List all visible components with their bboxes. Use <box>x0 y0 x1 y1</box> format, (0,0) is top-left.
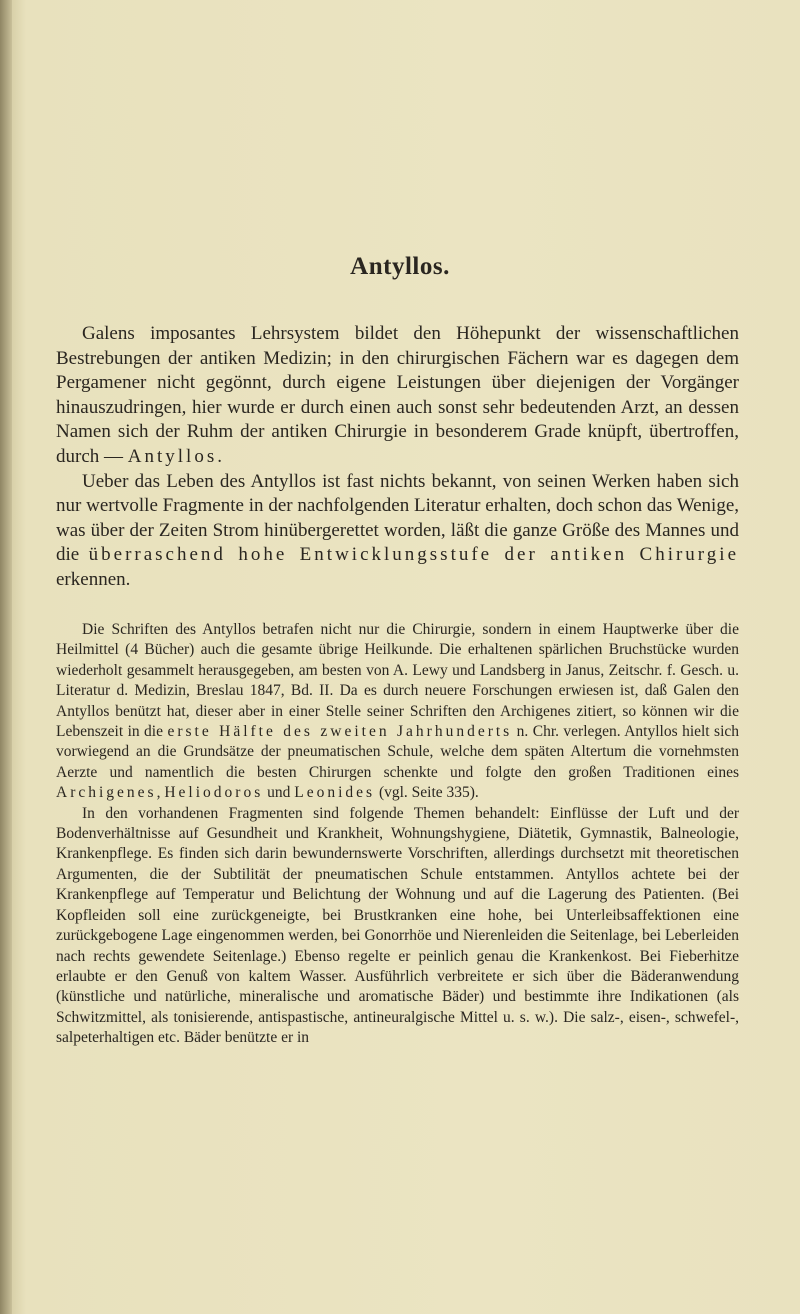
note-1-emphasis-b: Archigenes <box>56 784 157 802</box>
note-1-emphasis-a: erste Hälfte des zweiten Jahrhunderts <box>167 723 513 741</box>
note-1-text-d: und <box>263 784 295 802</box>
paragraph-2-text: Ueber das Leben des Antyllos ist fast nichts bekannt, von seinen Werken haben sich nur wertvolle Fragmente in der nachfolgenden Literatur erhalten, doch schon das Wenige, was über der Zeiten Strom hinübergerettet worden, läßt die ganze Größe des Mannes und die <box>56 470 739 566</box>
paragraph-1-text: Galens imposantes Lehrsystem bildet den Höhepunkt der wissenschaftlichen Bestrebungen der antiken Medizin; in den chirurgischen Fächern war es dagegen dem Pergamener nicht gegönnt, durch eigene Leistungen über diejenigen der Vorgänger hinauszudringen, hier wurde er durch einen auch sonst sehr bedeutenden Arzt, an dessen Namen sich der Ruhm der antiken Chirurgie in besonderem Grade knüpft, übertroffen, durch — <box>56 323 739 467</box>
paragraph-2-emphasis: überraschend hohe Entwicklungsstufe der antiken Chirurgie <box>88 544 740 566</box>
note-1-emphasis-c: Heliodoros <box>164 784 264 802</box>
book-spine-shadow <box>0 0 12 1314</box>
main-body-text <box>56 322 739 593</box>
note-1-emphasis-d: Leonides <box>294 784 376 802</box>
note-paragraph-1 <box>56 620 739 804</box>
note-1-text-b: n. Chr. verlegen. Antyllos hielt sich vorwiegend an die Grundsätze der pneumatischen Schule, welche dem späten Altertum die vornehmsten Aerzte und namentlich die besten Chirurgen schenkte und folgte den großen Traditionen eines <box>56 723 740 781</box>
paragraph-1-emphasis: Antyllos. <box>127 445 225 467</box>
note-1-text-a: Die Schriften des Antyllos betrafen nicht nur die Chirurgie, sondern in einem Hauptwerke über die Heilmittel (4 Bücher) auch die gesamte übrige Heilkunde. Die erhaltenen spärlichen Bruchstücke wurden wiederholt gesammelt herausgegeben, am besten von A. Lewy und Landsberg in Janus, Zeitschr. f. Gesch. u. Literatur d. Medizin, Breslau 1847, Bd. II. Da es durch neuere Forschungen erwiesen ist, daß Galen den Antyllos benützt hat, dieser aber in einer Stelle seiner Schriften den Archigenes zitiert, so können wir die Lebenszeit in die <box>56 621 739 741</box>
paragraph-1 <box>56 322 739 470</box>
small-print-notes <box>56 620 739 1049</box>
note-paragraph-2: In den vorhandenen Fragmenten sind folgende Themen behandelt: Einflüsse der Luft und der Bodenverhältnisse auf Gesundheit und Krankheit, Wohnungshygiene, Diätetik, Gymnastik, Balneologie, Krankenpflege. Es finden sich darin bewundernswerte Vorschriften, allerdings durchsetzt mit theoretischen Argumenten, die der Subtilität der pneumatischen Schule entstammen. Antyllos achtete bei der Krankenpflege auf Temperatur und Belichtung der Wohnung und auf die Lagerung des Patienten. (Bei Kopfleiden soll eine zurückgeneigte, bei Brustkranken eine hohe, bei Unterleibsaffektionen eine zurückgebogene Lage eingenommen werden, bei Gonorrhöe und Nierenleiden die Seitenlage, bei Leberleiden nach rechts gewendete Seitenlage.) Ebenso regelte er peinlich genau die Krankenkost. Bei Fieberhitze erlaubte er den Genuß von kaltem Wasser. Ausführlich verbreitete er sich über die Bäderanwendung (künstliche und natürliche, mineralische und aromatische Bäder) und bestimmte ihre Indikationen (als Schwitzmittel, als tonisierende, antispastische, antineuralgische Mittel u. s. w.). Die salz-, eisen-, schwefel-, salpeterhaltigen etc. Bäder benützte er in <box>56 804 739 1047</box>
paragraph-2-tail: erkennen. <box>56 568 131 590</box>
note-1-text-c: , <box>156 784 165 802</box>
note-1-text-e: (vgl. Seite 335). <box>375 784 479 802</box>
paragraph-2 <box>56 470 739 593</box>
page-title: Antyllos. <box>350 253 450 280</box>
